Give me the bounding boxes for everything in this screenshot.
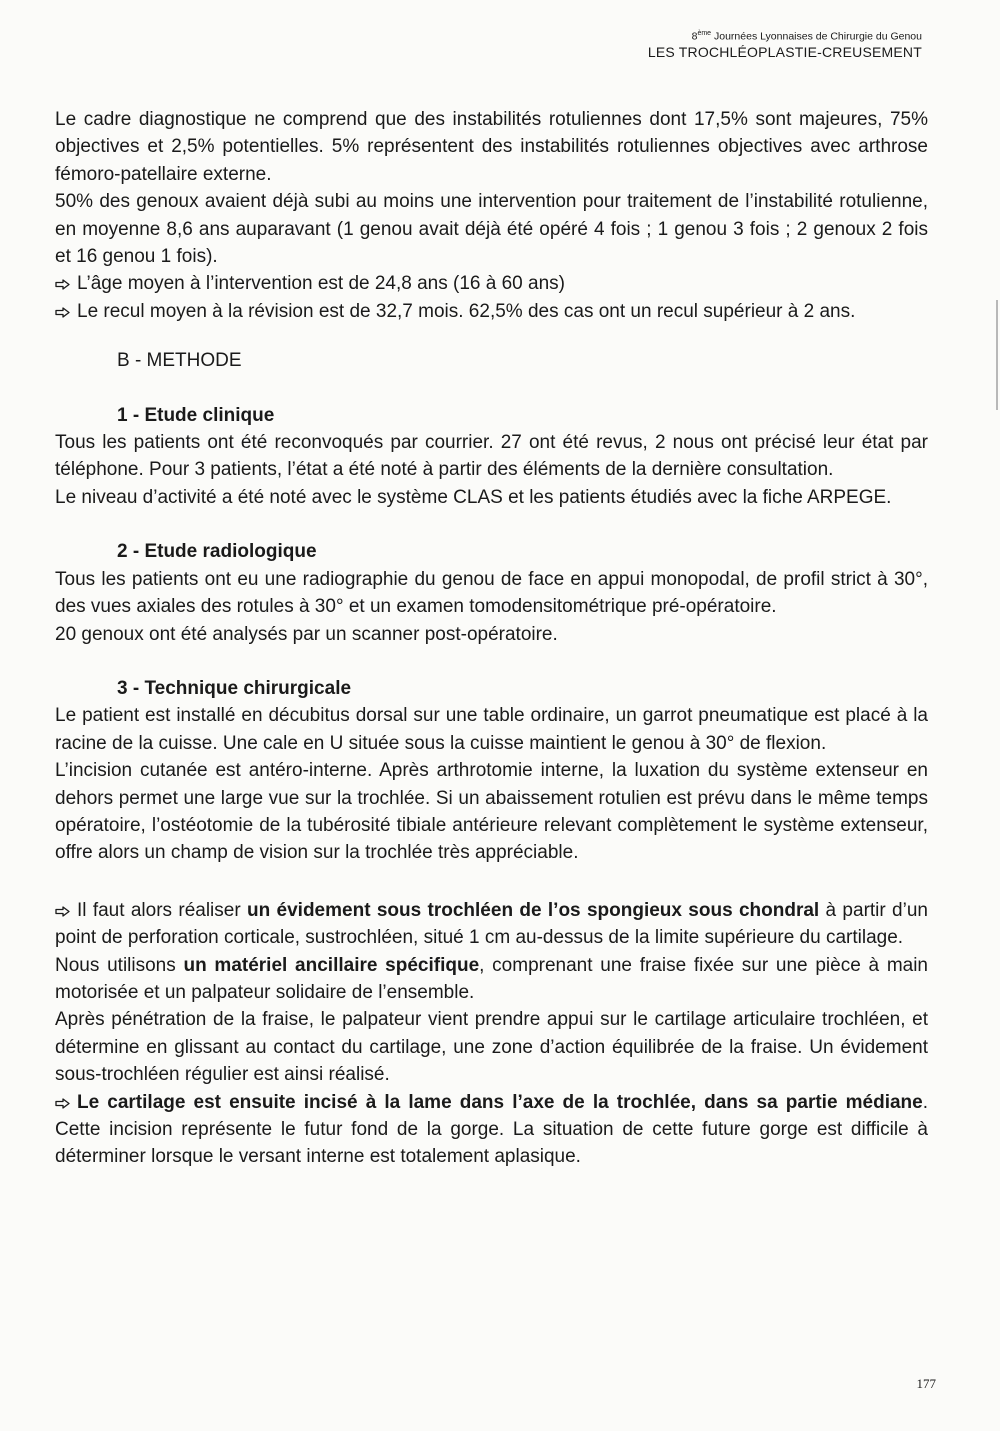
paragraph-incision: L’incision cutanée est antéro-interne. Après arthrotomie interne, la luxation du système extenseur en dehors permet une large vue sur la trochlée. Si un abaissement rotulien est prévu dans le même temps opératoire, l’ostéotomie de la tubérosité tibiale antérieure relevant complètement le système extenseur, offre alors un champ de vision sur la trochlée très appréciable. (55, 760, 928, 864)
outline-arrow-right-icon (55, 1089, 77, 1116)
paragraph-ct-scan: 20 genoux ont été analysés par un scanner post-opératoire. (55, 623, 558, 645)
subsection-title-clinical: 1 - Etude clinique (117, 404, 275, 426)
paragraph-clinical-review: Tous les patients ont été reconvoqués par courrier. 27 ont été revus, 2 nous ont précisé leur état par téléphone. Pour 3 patients, l’état a été noté à partir des éléments de la dernière consultation. (55, 432, 928, 481)
bullet-mean-follow-up: Le recul moyen à la révision est de 32,7 mois. 62,5% des cas ont un recul supérieur à 2 ans. (55, 298, 928, 325)
paragraph-burr-palpator: Après pénétration de la fraise, le palpateur vient prendre appui sur le cartilage articulaire trochléen, et détermine en glissant au contact du cartilage, une zone d’action équilibrée de la fraise. Un évidement sous-trochléen régulier est ainsi réalisé. (55, 1009, 928, 1086)
paragraph-ancillary-instruments: Nous utilisons un matériel ancillaire spécifique, comprenant une fraise fixée sur une pièce à main motorisée et un palpateur solidaire de l’ensemble. (55, 954, 928, 1003)
section-title-methode: B - METHODE (117, 350, 242, 372)
outline-arrow-right-icon (55, 298, 77, 325)
bullet-cartilage-incision: Le cartilage est ensuite incisé à la lame dans l’axe de la trochlée, dans sa partie médiane. Cette incision représente le futur fond de la gorge. La situation de cette future gorge est difficile à déterminer lorsque le versant interne est totalement aplasique. (55, 1089, 928, 1171)
running-header (648, 30, 922, 61)
conference-name: 8ème Journées Lyonnaises de Chirurgie du Genou (691, 30, 922, 43)
paragraph-diagnostic-frame: Le cadre diagnostique ne comprend que des instabilités rotuliennes dont 17,5% sont majeures, 75% objectives et 2,5% potentielles. 5% représentent des instabilités rotuliennes objectives avec arthrose fémoro-patellaire externe. (55, 109, 928, 185)
paragraph-radiography: Tous les patients ont eu une radiographie du genou de face en appui monopodal, de profil strict à 30°, des vues axiales des rotules à 30° et un examen tomodensitométrique pré-opératoire. (55, 568, 928, 618)
scan-edge-line (996, 300, 998, 410)
subsection-title-surgical-technique: 3 - Technique chirurgicale (117, 677, 352, 699)
chapter-title: LES TROCHLÉOPLASTIE-CREUSEMENT (647, 43, 922, 60)
paragraph-patient-positioning: Le patient est installé en décubitus dorsal sur une table ordinaire, un garrot pneumatique est placé à la racine de la cuisse. Une cale en U située sous la cuisse maintient le genou à 30° de flexion. (55, 705, 928, 754)
bullet-subtrochlear-hollowing: Il faut alors réaliser un évidement sous trochléen de l’os spongieux sous chondral à partir d’un point de perforation corticale, sustrochléen, situé 1 cm au-dessus de la limite supérieure du cartilage. (55, 897, 928, 952)
page-body (55, 106, 928, 1171)
outline-arrow-right-icon (55, 897, 77, 924)
paragraph-prior-surgery: 50% des genoux avaient déjà subi au moins une intervention pour traitement de l’instabilité rotulienne, en moyenne 8,6 ans auparavant (1 genou avait déjà été opéré 4 fois ; 1 genou 3 fois ; 2 genoux 2 fois et 16 genou 1 fois). (55, 191, 928, 268)
paragraph-activity-level: Le niveau d’activité a été noté avec le système CLAS et les patients étudiés avec la fiche ARPEGE. (55, 486, 892, 508)
outline-arrow-right-icon (55, 270, 77, 297)
page-number: 177 (916, 1376, 936, 1391)
subsection-title-radiology: 2 - Etude radiologique (117, 541, 317, 563)
bullet-mean-age: L’âge moyen à l’intervention est de 24,8 ans (16 à 60 ans) (55, 270, 928, 297)
